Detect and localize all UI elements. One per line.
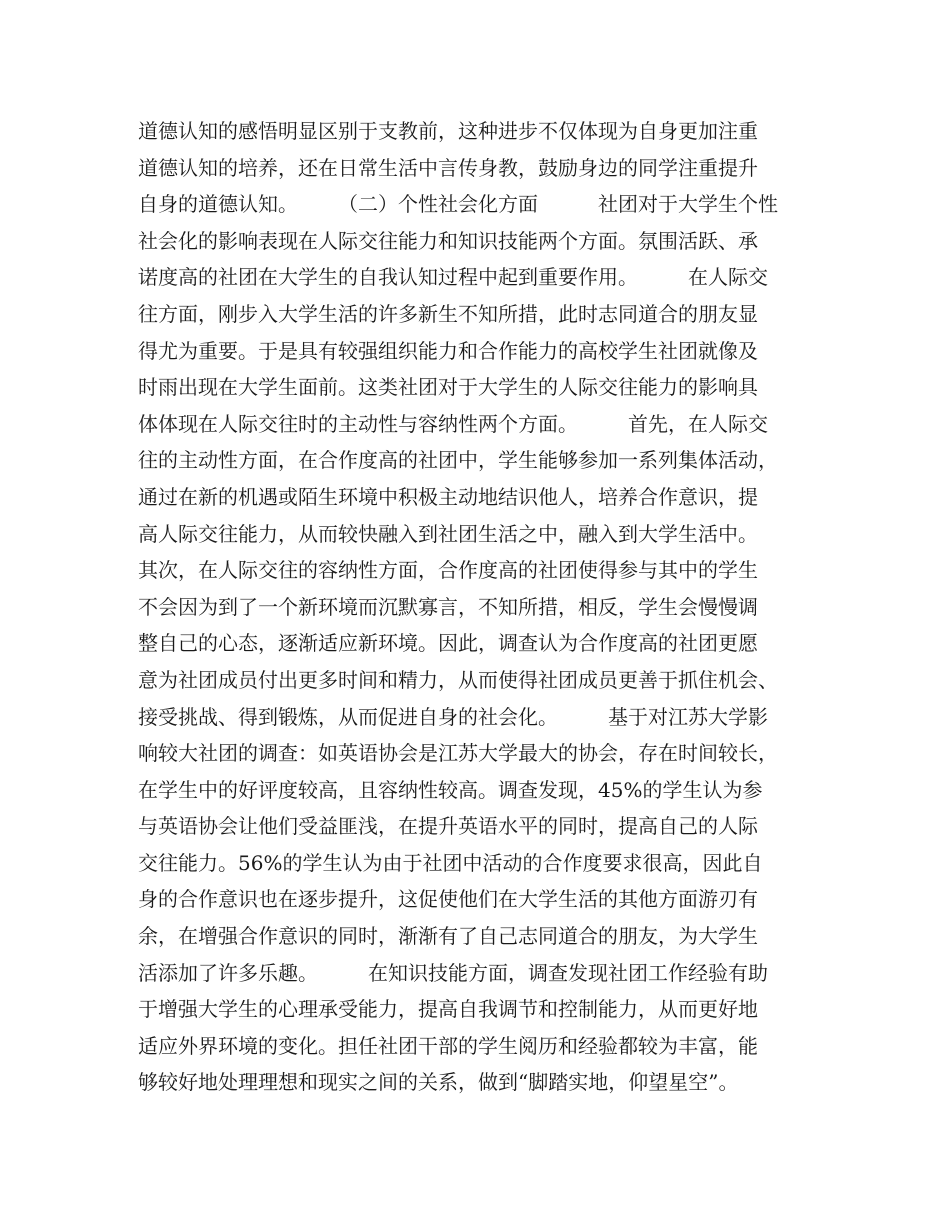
text-line: 意为社团成员付出更多时间和精力，从而使得社团成员更善于抓住机会、	[138, 667, 778, 692]
text-line: 响较大社团的调查：如英语协会是江苏大学最大的协会，存在时间较长，	[138, 741, 778, 766]
text-line: 高人际交往能力，从而较快融入到社团生活之中，融入到大学生活中。	[138, 521, 758, 546]
text-line: 交往能力。56%的学生认为由于社团中活动的合作度要求很高，因此自	[138, 850, 763, 875]
text-line: 往的主动性方面，在合作度高的社团中，学生能够参加一系列集体活动，	[138, 448, 778, 473]
text-line: 够较好地处理理想和现实之间的关系，做到“脚踏实地，仰望星空”。	[138, 1070, 739, 1095]
text-line: 整自己的心态，逐渐适应新环境。因此，调查认为合作度高的社团更愿	[138, 631, 758, 656]
text-line: 时雨出现在大学生面前。这类社团对于大学生的人际交往能力的影响具	[138, 375, 758, 400]
text-line: 得尤为重要。于是具有较强组织能力和合作能力的高校学生社团就像及	[138, 338, 758, 363]
text-line: 往方面，刚步入大学生活的许多新生不知所措，此时志同道合的朋友显	[138, 301, 758, 326]
text-line: 接受挑战、得到锻炼，从而促进自身的社会化。 基于对江苏大学影	[138, 704, 768, 729]
text-line: 于增强大学生的心理承受能力，提高自我调节和控制能力，从而更好地	[138, 997, 758, 1022]
text-line: 身的合作意识也在逐步提升，这促使他们在大学生活的其他方面游刃有	[138, 887, 758, 912]
text-line: 诺度高的社团在大学生的自我认知过程中起到重要作用。 在人际交	[138, 265, 768, 290]
text-line: 与英语协会让他们受益匪浅，在提升英语水平的同时，提高自己的人际	[138, 814, 758, 839]
text-line: 体体现在人际交往时的主动性与容纳性两个方面。 首先，在人际交	[138, 411, 768, 436]
text-line: 社会化的影响表现在人际交往能力和知识技能两个方面。氛围活跃、承	[138, 228, 758, 253]
text-line: 自身的道德认知。 （二）个性社会化方面 社团对于大学生个性	[138, 192, 778, 217]
text-line: 余，在增强合作意识的同时，渐渐有了自己志同道合的朋友，为大学生	[138, 924, 758, 949]
text-line: 道德认知的感悟明显区别于支教前，这种进步不仅体现为自身更加注重	[138, 119, 758, 143]
text-line: 在学生中的好评度较高，且容纳性较高。调查发现，45%的学生认为参	[138, 777, 763, 802]
text-line: 其次，在人际交往的容纳性方面，合作度高的社团使得参与其中的学生	[138, 558, 758, 583]
text-line: 通过在新的机遇或陌生环境中积极主动地结识他人，培养合作意识，提	[138, 484, 758, 509]
text-line: 道德认知的培养，还在日常生活中言传身教，鼓励身边的同学注重提升	[138, 155, 758, 180]
body-text	[138, 113, 828, 1101]
text-line: 适应外界环境的变化。担任社团干部的学生阅历和经验都较为丰富，能	[138, 1033, 758, 1058]
text-line: 活添加了许多乐趣。 在知识技能方面，调查发现社团工作经验有助	[138, 960, 768, 985]
text-line: 不会因为到了一个新环境而沉默寡言，不知所措，相反，学生会慢慢调	[138, 594, 758, 619]
